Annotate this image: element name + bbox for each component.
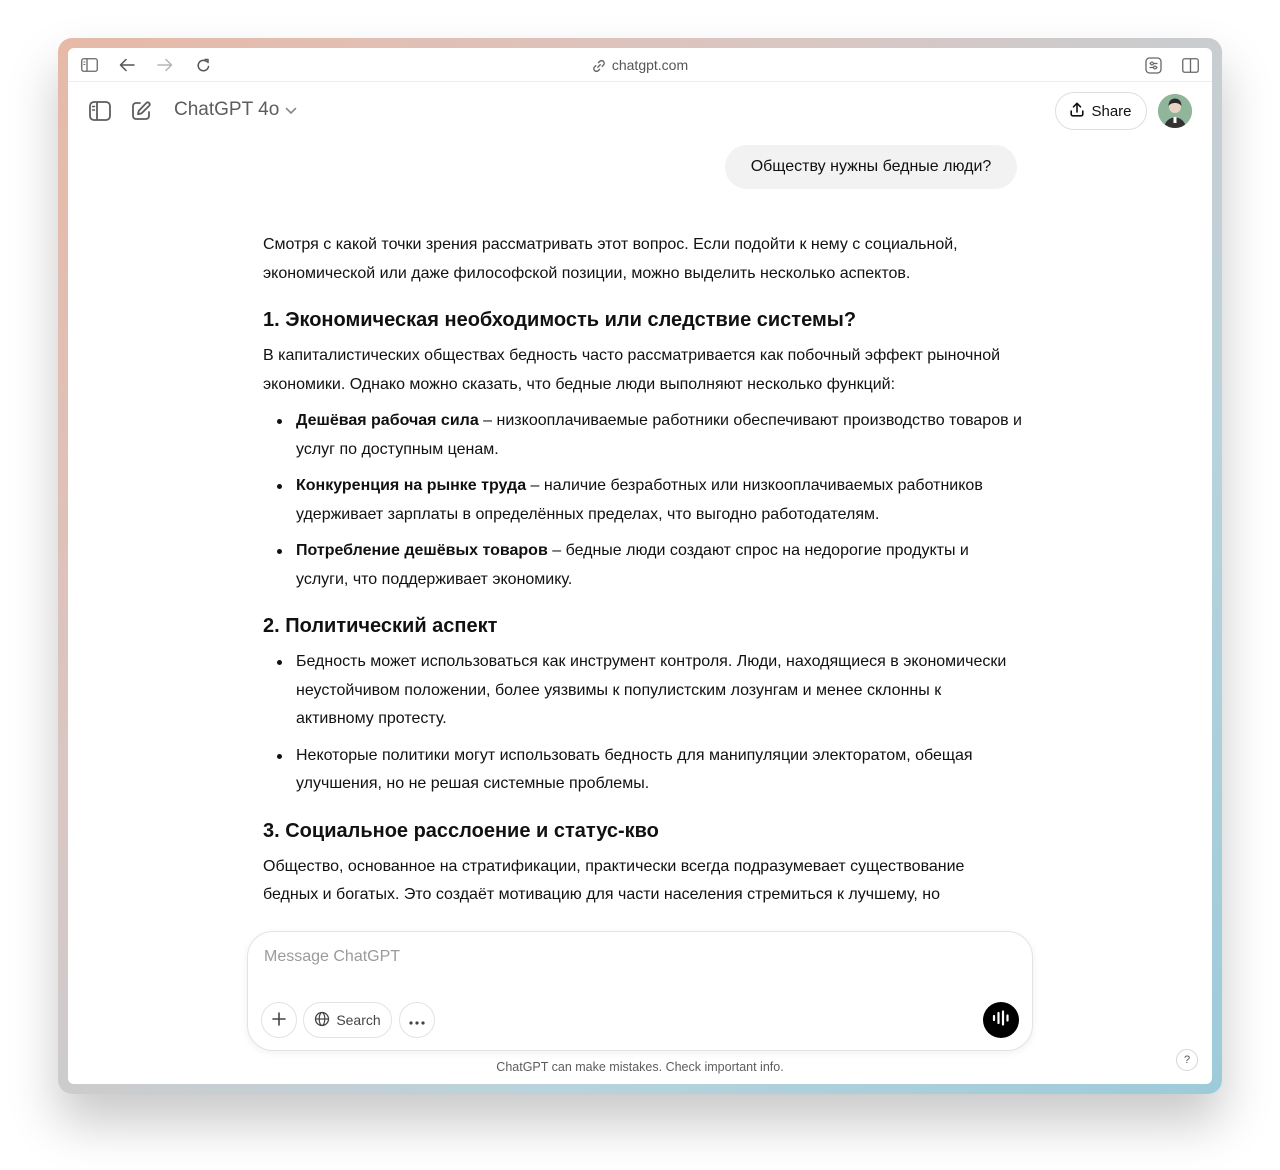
bullet-term: Потребление дешёвых товаров <box>296 542 548 559</box>
url-text: chatgpt.com <box>611 57 689 73</box>
sidebar-toggle-button[interactable] <box>87 98 113 124</box>
list-item: Некоторые политики могут использовать бедность для манипуляции электоратом, обещая улучшения, но не решая системные проблемы. <box>263 742 1023 799</box>
model-name: ChatGPT 4o <box>174 99 280 120</box>
share-button[interactable] <box>1055 92 1147 130</box>
search-button[interactable] <box>303 1002 392 1038</box>
section-heading: 1. Экономическая необходимость или следствие системы? <box>263 309 857 331</box>
bullet-text: – бедные люди создают спрос на недорогие продукты и услуги, что поддерживает экономику. <box>296 542 969 588</box>
bullet-list <box>263 648 1023 799</box>
message-composer <box>247 931 1033 1051</box>
list-item <box>263 407 1023 464</box>
globe-icon <box>314 1011 330 1030</box>
plus-icon <box>271 1011 287 1030</box>
search-label: Search <box>336 1012 381 1028</box>
browser-toolbar <box>68 48 1212 82</box>
share-label: Share <box>1091 102 1132 120</box>
bullet-term: Конкуренция на рынке труда <box>296 477 527 494</box>
voice-mode-icon <box>992 1010 1010 1031</box>
voice-mode-button[interactable] <box>983 1002 1019 1038</box>
list-item <box>263 472 1023 529</box>
message-input[interactable] <box>264 944 1004 970</box>
add-attachment-button[interactable] <box>261 1002 297 1038</box>
split-view-icon[interactable] <box>1181 56 1199 74</box>
assistant-message <box>263 231 1023 927</box>
user-message-text: Обществу нужны бедные люди? <box>750 158 992 175</box>
list-item: Бедность может использоваться как инструмент контроля. Люди, находящиеся в экономически неустойчивом положении, более уязвимы к популистским лозунгам и менее склонны к активному протесту. <box>263 648 1023 734</box>
bullet-text: – наличие безработных или низкооплачиваемых работников удерживает зарплаты в определённых пределах, что выгодно работодателям. <box>296 477 983 523</box>
bullet-text: – низкооплачиваемые работники обеспечивают производство товаров и услуг по доступным ценам. <box>296 412 1022 458</box>
more-icon <box>409 1012 425 1028</box>
avatar[interactable] <box>1158 94 1192 128</box>
section-heading: 3. Социальное расслоение и статус-кво <box>263 819 659 842</box>
share-upload-icon <box>1070 102 1084 121</box>
answer-intro: Смотря с какой точки зрения рассматривать этот вопрос. Если подойти к нему с социальной, экономической или даже философской позиции, можно выделить несколько аспектов. <box>263 236 958 282</box>
section-paragraph: В капиталистических обществах бедность часто рассматривается как побочный эффект рыночной экономики. Однако можно сказать, что бедные люди выполняют несколько функций: <box>263 347 1001 393</box>
address-bar[interactable] <box>68 57 1212 76</box>
disclaimer-text: ChatGPT can make mistakes. Check important info. <box>496 1060 784 1074</box>
more-options-button[interactable] <box>399 1002 435 1038</box>
link-icon <box>592 59 606 76</box>
new-chat-icon[interactable] <box>128 98 154 124</box>
chevron-down-icon <box>285 99 297 121</box>
model-selector[interactable] <box>174 99 297 121</box>
section-paragraph: Общество, основанное на стратификации, практически всегда подразумевает существование бедных и богатых. Это создаёт мотивацию для части населения стремиться к лучшему, но <box>263 857 965 903</box>
bullet-term: Дешёвая рабочая сила <box>296 412 479 429</box>
section-heading: 2. Политический аспект <box>263 615 498 637</box>
extension-icon[interactable] <box>1144 56 1162 74</box>
user-message-bubble <box>725 145 1017 189</box>
bullet-list <box>263 407 1023 594</box>
list-item <box>263 537 1023 594</box>
help-button[interactable]: ? <box>1176 1049 1198 1071</box>
browser-window <box>68 48 1212 1084</box>
